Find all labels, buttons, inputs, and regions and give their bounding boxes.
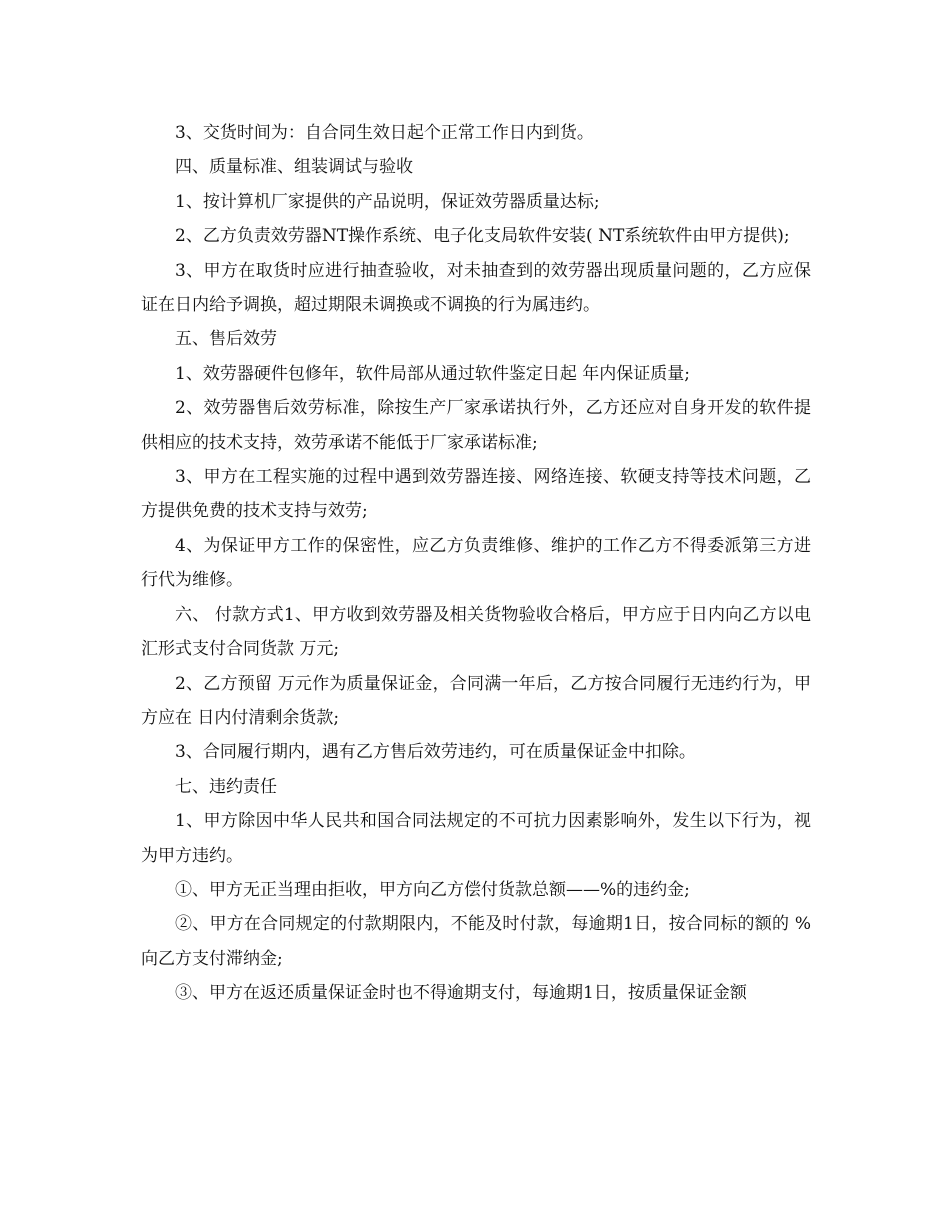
paragraph-after-sales-2: 2、效劳器售后效劳标准，除按生产厂家承诺执行外，乙方还应对自身开发的软件提供相应的技术支持，效劳承诺不能低于厂家承诺标准; bbox=[141, 398, 811, 453]
paragraph-payment-1: 六、 付款方式1、甲方收到效劳器及相关货物验收合格后，甲方应于日内向乙方以电汇形式支付合同货款 万元; bbox=[141, 604, 811, 660]
section-heading-quality: 四、质量标准、组装调试与验收 bbox=[175, 157, 413, 178]
section-heading-after-sales: 五、售后效劳 bbox=[175, 329, 277, 350]
paragraph-liability-1: 1、甲方除因中华人民共和国合同法规定的不可抗力因素影响外，发生以下行为，视为甲方违约。 bbox=[141, 811, 811, 866]
paragraph-payment-2: 2、乙方预留 万元作为质量保证金，合同满一年后，乙方按合同履行无违约行为，甲方应在 日内付清剩余货款; bbox=[141, 673, 811, 728]
paragraph-quality-2: 2、乙方负责效劳器NT操作系统、电子化支局软件安装( NT系统软件由甲方提供); bbox=[175, 226, 790, 247]
paragraph-liability-item-1: ①、甲方无正当理由拒收，甲方向乙方偿付货款总额——%的违约金; bbox=[175, 879, 690, 900]
paragraph-delivery-time: 3、交货时间为：自合同生效日起个正常工作日内到货。 bbox=[175, 123, 594, 143]
section-heading-liability: 七、违约责任 bbox=[175, 776, 277, 797]
paragraph-after-sales-1: 1、效劳器硬件包修年，软件局部从通过软件鉴定日起 年内保证质量; bbox=[175, 363, 690, 384]
paragraph-quality-1: 1、按计算机厂家提供的产品说明，保证效劳器质量达标; bbox=[175, 191, 600, 212]
paragraph-after-sales-3: 3、甲方在工程实施的过程中遇到效劳器连接、网络连接、软硬支持等技术问题，乙方提供免费的技术支持与效劳; bbox=[141, 467, 811, 522]
paragraph-after-sales-4: 4、为保证甲方工作的保密性，应乙方负责维修、维护的工作乙方不得委派第三方进行代为维修。 bbox=[141, 535, 811, 591]
paragraph-quality-3: 3、甲方在取货时应进行抽查验收，对未抽查到的效劳器出现质量问题的，乙方应保证在日内给予调换，超过期限未调换或不调换的行为属违约。 bbox=[141, 260, 811, 316]
paragraph-liability-item-2: ②、甲方在合同规定的付款期限内，不能及时付款，每逾期1日，按合同标的额的 %向乙方支付滞纳金; bbox=[141, 914, 811, 969]
contract-body bbox=[141, 116, 811, 1011]
paragraph-payment-3: 3、合同履行期内，遇有乙方售后效劳违约，可在质量保证金中扣除。 bbox=[175, 742, 696, 763]
paragraph-liability-item-3: ③、甲方在返还质量保证金时也不得逾期支付，每逾期1日，按质量保证金额 bbox=[175, 983, 747, 1004]
